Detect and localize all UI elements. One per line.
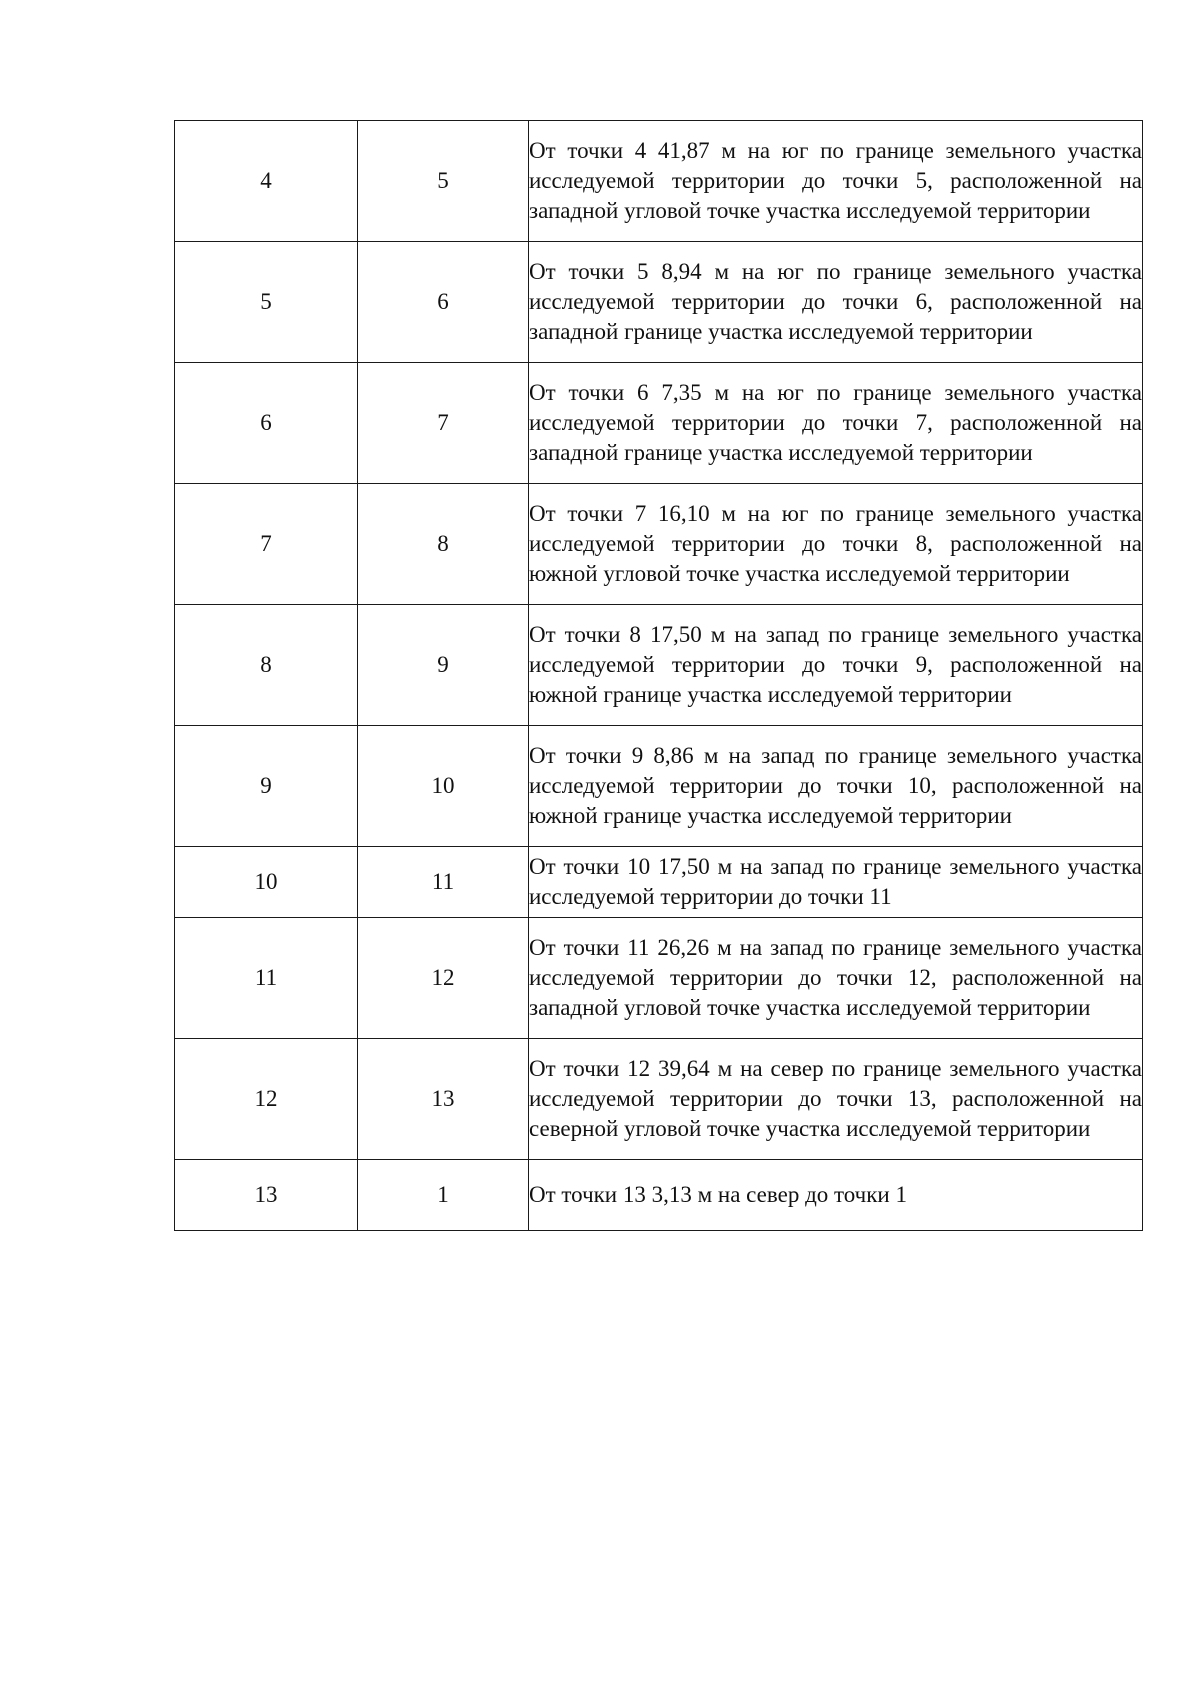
from-point-cell: 8 [175,605,358,726]
to-point-cell: 11 [358,847,529,918]
to-point-cell: 1 [358,1160,529,1231]
table-row [175,121,1143,242]
table-row [175,847,1143,918]
from-point-cell: 13 [175,1160,358,1231]
from-point-cell: 4 [175,121,358,242]
from-point-cell: 12 [175,1039,358,1160]
boundary-points-table [174,120,1143,1231]
from-point-cell: 10 [175,847,358,918]
from-point-cell: 9 [175,726,358,847]
segment-description-cell: От точки 12 39,64 м на север по границе земельного участка исследуемой территории до точки 13, расположенной на северной угловой точке участка исследуемой территории [529,1039,1143,1160]
from-point-cell: 7 [175,484,358,605]
segment-description-cell: От точки 8 17,50 м на запад по границе земельного участка исследуемой территории до точки 9, расположенной на южной границе участка исследуемой территории [529,605,1143,726]
from-point-cell: 11 [175,918,358,1039]
segment-description-cell: От точки 9 8,86 м на запад по границе земельного участка исследуемой территории до точки 10, расположенной на южной границе участка исследуемой территории [529,726,1143,847]
to-point-cell: 5 [358,121,529,242]
table-row [175,605,1143,726]
segment-description-cell: От точки 5 8,94 м на юг по границе земельного участка исследуемой территории до точки 6, расположенной на западной границе участка исследуемой территории [529,242,1143,363]
segment-description-cell: От точки 4 41,87 м на юг по границе земельного участка исследуемой территории до точки 5, расположенной на западной угловой точке участка исследуемой территории [529,121,1143,242]
to-point-cell: 12 [358,918,529,1039]
segment-description-cell: От точки 6 7,35 м на юг по границе земельного участка исследуемой территории до точки 7, расположенной на западной границе участка исследуемой территории [529,363,1143,484]
table-row [175,484,1143,605]
table-row [175,242,1143,363]
to-point-cell: 9 [358,605,529,726]
segment-description-cell: От точки 13 3,13 м на север до точки 1 [529,1160,1143,1231]
table-row [175,363,1143,484]
segment-description-cell: От точки 10 17,50 м на запад по границе земельного участка исследуемой территории до точки 11 [529,847,1143,918]
table-row [175,1039,1143,1160]
to-point-cell: 7 [358,363,529,484]
segment-description-cell: От точки 11 26,26 м на запад по границе земельного участка исследуемой территории до точки 12, расположенной на западной угловой точке участка исследуемой территории [529,918,1143,1039]
table-row [175,1160,1143,1231]
to-point-cell: 8 [358,484,529,605]
table-row [175,726,1143,847]
to-point-cell: 13 [358,1039,529,1160]
from-point-cell: 6 [175,363,358,484]
segment-description-cell: От точки 7 16,10 м на юг по границе земельного участка исследуемой территории до точки 8, расположенной на южной угловой точке участка исследуемой территории [529,484,1143,605]
to-point-cell: 6 [358,242,529,363]
from-point-cell: 5 [175,242,358,363]
to-point-cell: 10 [358,726,529,847]
table-row [175,918,1143,1039]
